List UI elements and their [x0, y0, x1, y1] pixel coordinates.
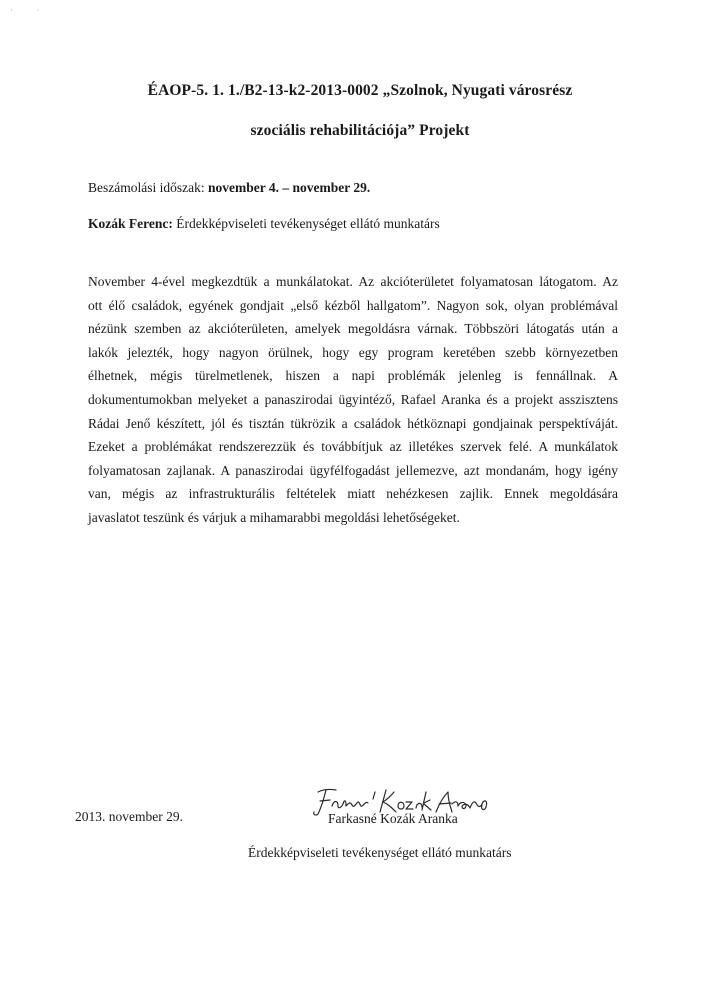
signer-role: Érdekképviseleti tevékenységet ellátó munkatárs — [248, 845, 512, 860]
body-line: ott élő családok, egyének gondjait „első kézből hallgatom”. Nagyon sok, olyan problémával — [88, 297, 618, 313]
report-period — [88, 180, 370, 196]
report-person — [88, 216, 440, 232]
document-title-line-2: szociális rehabilitációja” Projekt — [250, 122, 470, 139]
report-body — [88, 270, 618, 530]
body-line: November 4-ével megkezdtük a munkálatokat. Az akcióterületet folyamatosan látogatom. Az — [88, 274, 618, 289]
report-period-value: november 4. – november 29. — [207, 180, 371, 195]
signing-date: 2013. november 29. — [75, 809, 183, 824]
body-line: dokumentumokban melyeket a panaszirodai ügyintéző, Rafael Aranka és a projekt asszisztens — [88, 391, 618, 407]
body-line: lakók jelezték, hogy nagyon örülnek, hogy egy program keretében szebb környezetben — [88, 344, 618, 360]
report-person-name: Kozák Ferenc: — [88, 216, 173, 231]
body-line: folyamatosan zajlanak. A panaszirodai ügyfélfogadást jellemezve, azt mondanám, hogy igény — [88, 462, 618, 478]
body-line: van, mégis az infrastrukturális feltételek miatt nehézkesen zajlik. Ennek megoldására — [88, 486, 618, 502]
document-title-line-1: ÉAOP-5. 1. 1./B2-13-k2-2013-0002 „Szolnok, Nyugati városrész — [147, 82, 573, 99]
scan-mark: · · — [10, 6, 40, 15]
body-line: nézünk szemben az akcióterületen, amelyek megoldásra várnak. Többszöri látogatás után a — [88, 321, 618, 337]
body-line: élhetnek, mégis türelmetlenek, hiszen a napi problémák jelenleg is fennállnak. A — [88, 368, 618, 384]
signer-name: Farkasné Kozák Aranka — [328, 811, 458, 826]
report-person-role: Érdekképviseleti tevékenységet ellátó munkatárs — [172, 216, 440, 231]
body-line: Ezeket a problémákat rendszerezzük és továbbítjuk az illetékes szervek felé. A munkálatok — [88, 439, 618, 455]
report-period-label: Beszámolási időszak: — [88, 180, 208, 195]
body-line: Rádai Jenő készített, jól és tisztán tükrözik a családok hétköznapi gondjainak perspektíváját. — [88, 415, 618, 431]
body-line: javaslatot teszünk és várjuk a mihamarabbi megoldási lehetőségeket. — [88, 509, 460, 525]
